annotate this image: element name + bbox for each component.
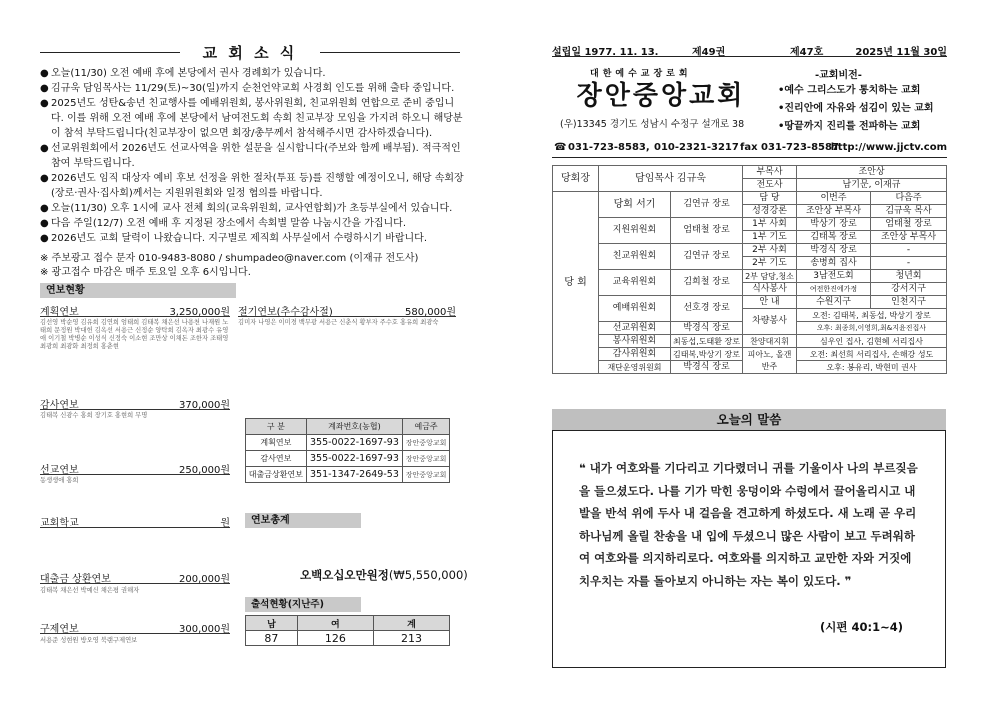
bullet-icon: ● <box>40 143 49 154</box>
donation-row <box>40 620 230 635</box>
sermon-title: 오늘의 말씀 <box>552 409 946 430</box>
news-list <box>40 66 465 246</box>
scripture-reference: (시편 40:1~4) <box>820 620 903 634</box>
ad-notes <box>40 252 465 280</box>
donation-row <box>40 570 230 585</box>
table-row: 계획연보 355-0022-1697-93 장안중앙교회 <box>246 435 450 451</box>
donation-amount: 원 <box>220 518 230 529</box>
news-item: ● 2026년도 임직 대상자 예비 후보 선정을 위한 절차(투표 등)를 진행할 예정이오니, 해당 속회장(장로·권사·집사회)께서는 지원위원회와 일정 협의를 바랍니다. <box>40 173 464 199</box>
total-amount: 오백오십오만원정(₩5,550,000) <box>300 568 468 582</box>
attendance-tag: 출석현황(지난주) <box>245 597 361 612</box>
committee-name: 당회 서기 <box>599 192 671 218</box>
committee-head: 김연규 장로 <box>671 192 743 218</box>
donation-row <box>40 396 230 411</box>
donor-names: 동생생애 홍희 <box>40 477 79 484</box>
committee-head: 최동섭,도태환 장로 <box>671 335 743 348</box>
donation-amount: 250,000원 <box>178 465 230 476</box>
table-header: 여 <box>297 616 373 631</box>
committee-name: 지원위원회 <box>599 218 671 244</box>
table-header: 계 <box>373 616 449 631</box>
committee-head: 김연규 장로 <box>671 244 743 270</box>
committee-head: 박경식 장로 <box>671 322 743 335</box>
vision-item: •진리안에 자유와 섬김이 있는 교회 <box>778 103 934 114</box>
denomination: 대한예수교장로회 <box>590 69 692 79</box>
donation-row <box>40 514 230 529</box>
session-label: 당 회 <box>553 192 599 374</box>
scripture-text: ❝ 내가 여호와를 기다리고 기다렸더니 귀를 기울이사 나의 부르짖음을 들으셨도다. 나를 기가 막힌 웅덩이와 수렁에서 끌어올리시고 내 발을 반석 위에 두사 내 걸음을 견고하게 하셨도다. 새 노래 곧 우리 하나님께 올릴 찬송을 내 입에 두셨으니 많은 사람이 보고 두려워하여 여호와를 의지하리로다. 여호와를 의지하고 교만한 자와 거짓에 치우치는 자를 돌아보지 아니하는 자는 복이 있도다. ❞ <box>579 461 918 588</box>
donation-name: 대출금 상환연보 <box>40 574 111 585</box>
chair-name: 담임목사 김규욱 <box>599 166 743 192</box>
ad-note: ※ 주보광고 접수 문자 010-9483-8080 / shumpadeo@naver.com (이재규 전도사) <box>40 253 419 264</box>
news-item: ● 김규욱 담임목사는 11/29(토)~30(일)까지 순천언약교회 사경회 인도를 위해 출타 중입니다. <box>40 83 455 94</box>
header-rule-right <box>320 52 460 53</box>
phone-2: 010-2321-3217 <box>654 142 739 153</box>
committee-head: 선호경 장로 <box>671 296 743 322</box>
news-item: ● 2026년도 교회 달력이 나왔습니다. 지구별로 제직회 사무실에서 수령하시기 바랍니다. <box>40 233 428 244</box>
bullet-icon: ● <box>40 233 49 244</box>
committee-name: 친교위원회 <box>599 244 671 270</box>
issue-number: 제47호 <box>790 47 824 58</box>
ad-note: ※ 광고접수 마감은 매주 토요일 오후 6시입니다. <box>40 267 251 278</box>
car-service-label: 차량봉사 <box>743 309 797 335</box>
donation-name: 계획연보 <box>40 307 79 318</box>
volume: 제49권 <box>692 47 726 58</box>
vision-title: -교회비전- <box>815 70 862 81</box>
committee-name: 감사위원회 <box>599 348 671 361</box>
issue-date: 2025년 11월 30일 <box>855 47 947 58</box>
donation-row <box>40 303 230 318</box>
donor-names: 김태복 신광수 홍희 장기호 홍현희 무명 <box>40 412 148 419</box>
committee-name: 예배위원회 <box>599 296 671 322</box>
bullet-icon: ● <box>40 68 49 79</box>
donation-name: 교회학교 <box>40 518 79 529</box>
attendance-table <box>245 615 450 646</box>
donor-names: 김선영 박순영 김유희 김연희 엄태희 김태복 채은선 나용천 나재원 노태희 문정원 박대헌 김옥선 서용근 신정순 양탁희 김옥자 최광수 유영애 이기철 박병순 이성식 신정숙 이소현 조만상 이채돈 조한자 조태영 최광희 최광화 최정희 홍춘현 <box>40 319 229 350</box>
chair-label: 당회장 <box>553 166 599 192</box>
donation-amount: 200,000원 <box>178 574 230 585</box>
donations-tag: 연보현황 <box>40 283 236 298</box>
contact-rule <box>552 157 947 158</box>
vision-item: •예수 그리스도가 통치하는 교회 <box>778 85 921 96</box>
news-title: 교 회 소 식 <box>202 44 298 62</box>
donation-row <box>238 303 456 318</box>
donation-name: 선교연보 <box>40 465 79 476</box>
church-address: (우)13345 경기도 성남시 수정구 설개로 38 <box>560 119 745 130</box>
news-item: ● 다음 주일(12/7) 오전 예배 후 지정된 장소에서 속회별 말씀 나눔시간을 가집니다. <box>40 218 407 229</box>
website-link[interactable]: http://www.jjctv.com <box>830 142 947 153</box>
donation-amount: 300,000원 <box>178 624 230 635</box>
church-logo-text: 장안중앙교회 <box>576 81 746 111</box>
donor-names: 김태복 채은선 박예신 채은평 권해자 <box>40 587 140 594</box>
table-header: 예금주 <box>403 419 450 435</box>
total-tag: 연보총계 <box>245 513 361 528</box>
committee-name: 봉사위원회 <box>599 335 671 348</box>
assoc-pastor: 조안상 <box>797 166 947 179</box>
fax-number: fax 031-723-8587 <box>740 142 839 153</box>
news-item: ● 2025년도 성탄&송년 친교행사를 예배위원회, 봉사위원회, 친교위원회 연합으로 준비 중입니다. 이를 위해 오전 예배 후에 본당에서 남여전도회 속회 친교부장 모임을 가지려 하오니 해당분이 참석 부탁드립니다(친교부장이 없으면 회장/총무께서 참석해주시면 감사하겠습니다). <box>40 98 463 139</box>
vision-list <box>778 82 934 136</box>
committee-name: 선교위원회 <box>599 322 671 335</box>
founded-date: 설립일 1977. 11. 13. <box>552 47 659 58</box>
assoc-pastor-label: 부목사 <box>743 166 797 179</box>
donation-name: 구제연보 <box>40 624 79 635</box>
committee-head: 엄태철 장로 <box>671 218 743 244</box>
news-item: ● 오늘(11/30) 오전 예배 후에 본당에서 권사 경례회가 있습니다. <box>40 68 326 79</box>
bullet-icon: ● <box>40 83 49 94</box>
vision-item: •땅끝까지 진리를 전파하는 교회 <box>778 121 921 132</box>
news-item: ● 오늘(11/30) 오후 1시에 교사 전체 회의(교육위원회, 교사연합회)가 초등부실에서 있습니다. <box>40 203 453 214</box>
donation-name: 절기연보(추수감사절) <box>238 307 333 318</box>
bullet-icon: ● <box>40 173 49 184</box>
donation-amount: 580,000원 <box>404 307 456 318</box>
committee-head: 김희철 장로 <box>671 270 743 296</box>
evangelist-label: 전도사 <box>743 179 797 192</box>
committee-head: 박경식 장로 <box>671 361 743 374</box>
table-header: 남 <box>246 616 298 631</box>
sermon-box <box>552 430 946 668</box>
news-item: ● 선교위원회에서 2026년도 선교사역을 위한 설문을 실시합니다(주보와 함께 배부됨). 적극적인 참여 부탁드립니다. <box>40 143 461 169</box>
donor-names: 김미자 나영은 이미경 백무광 서용근 신춘식 황부자 주수호 홍유희 최광숙 <box>238 319 439 326</box>
phone-1: 031-723-8583, <box>568 142 650 153</box>
header-rule-left <box>40 52 180 53</box>
donation-name: 감사연보 <box>40 400 79 411</box>
donation-amount: 370,000원 <box>178 400 230 411</box>
bullet-icon: ● <box>40 218 49 229</box>
news-header <box>40 42 460 62</box>
donation-row <box>40 461 230 476</box>
masthead-rule <box>552 56 947 57</box>
committee-head: 김태복,박상기 장로 <box>671 348 743 361</box>
table-header: 계좌번호(농협) <box>306 419 402 435</box>
table-row: 대출금상환연보 351-1347-2649-53 장안중앙교회 <box>246 467 450 483</box>
donor-names: 서용준 성현원 방오영 북랜구제연보 <box>40 637 138 644</box>
table-row: 87 126 213 <box>246 631 450 646</box>
bullet-icon: ● <box>40 203 49 214</box>
table-header: 구 분 <box>246 419 307 435</box>
table-row: 감사연보 355-0022-1697-93 장안중앙교회 <box>246 451 450 467</box>
committee-name: 교육위원회 <box>599 270 671 296</box>
bullet-icon: ● <box>40 98 49 109</box>
account-table <box>245 418 450 483</box>
staff-table: 당회장 담임목사 김규욱 부목사 조안상 전도사 남기문, 이재규 당 회 당회 서기 김연규 장로 담 당 이번주 다음주 성경강론 조안상 부목사 김규욱 목사 지원위원회 엄태철 장로 1부 사회 박상기 장로 엄태철 장로 1부 기도 김태복 장로 조안상 부목사 친교위원회 김연규 장로 2부 사회 박경식 장로 - 2부 기도 송병희 집사 - 교육위원회 김희철 장로 2부 담당,청소 3남전도회 청년회 식사봉사 여전한진에가정 강서지구 예배위원회 선호경 장로 안 내 수원지구 인천지구 차량봉사 오전: 김태복, 최동섭, 박상기 장로 선교위원회 박경식 장로 오후: 최종희,이영희,최&지윤진집사 봉사위원회 최동섭,도태환 장로 찬양대지휘 심우인 집사, 김현혜 서리집사 감사위원회 김태복,박상기 장로 피아노, 올갠 반주 오전: 최선희 서리집사, 손해강 성도 재단운영위원회 박경식 장로 오후: 봉유리, 박현미 권사 <box>552 165 947 374</box>
evangelist: 남기문, 이재규 <box>797 179 947 192</box>
committee-name: 재단운영위원회 <box>599 361 671 374</box>
donation-amount: 3,250,000원 <box>169 307 230 318</box>
phone-icon: ☎ <box>554 142 567 153</box>
